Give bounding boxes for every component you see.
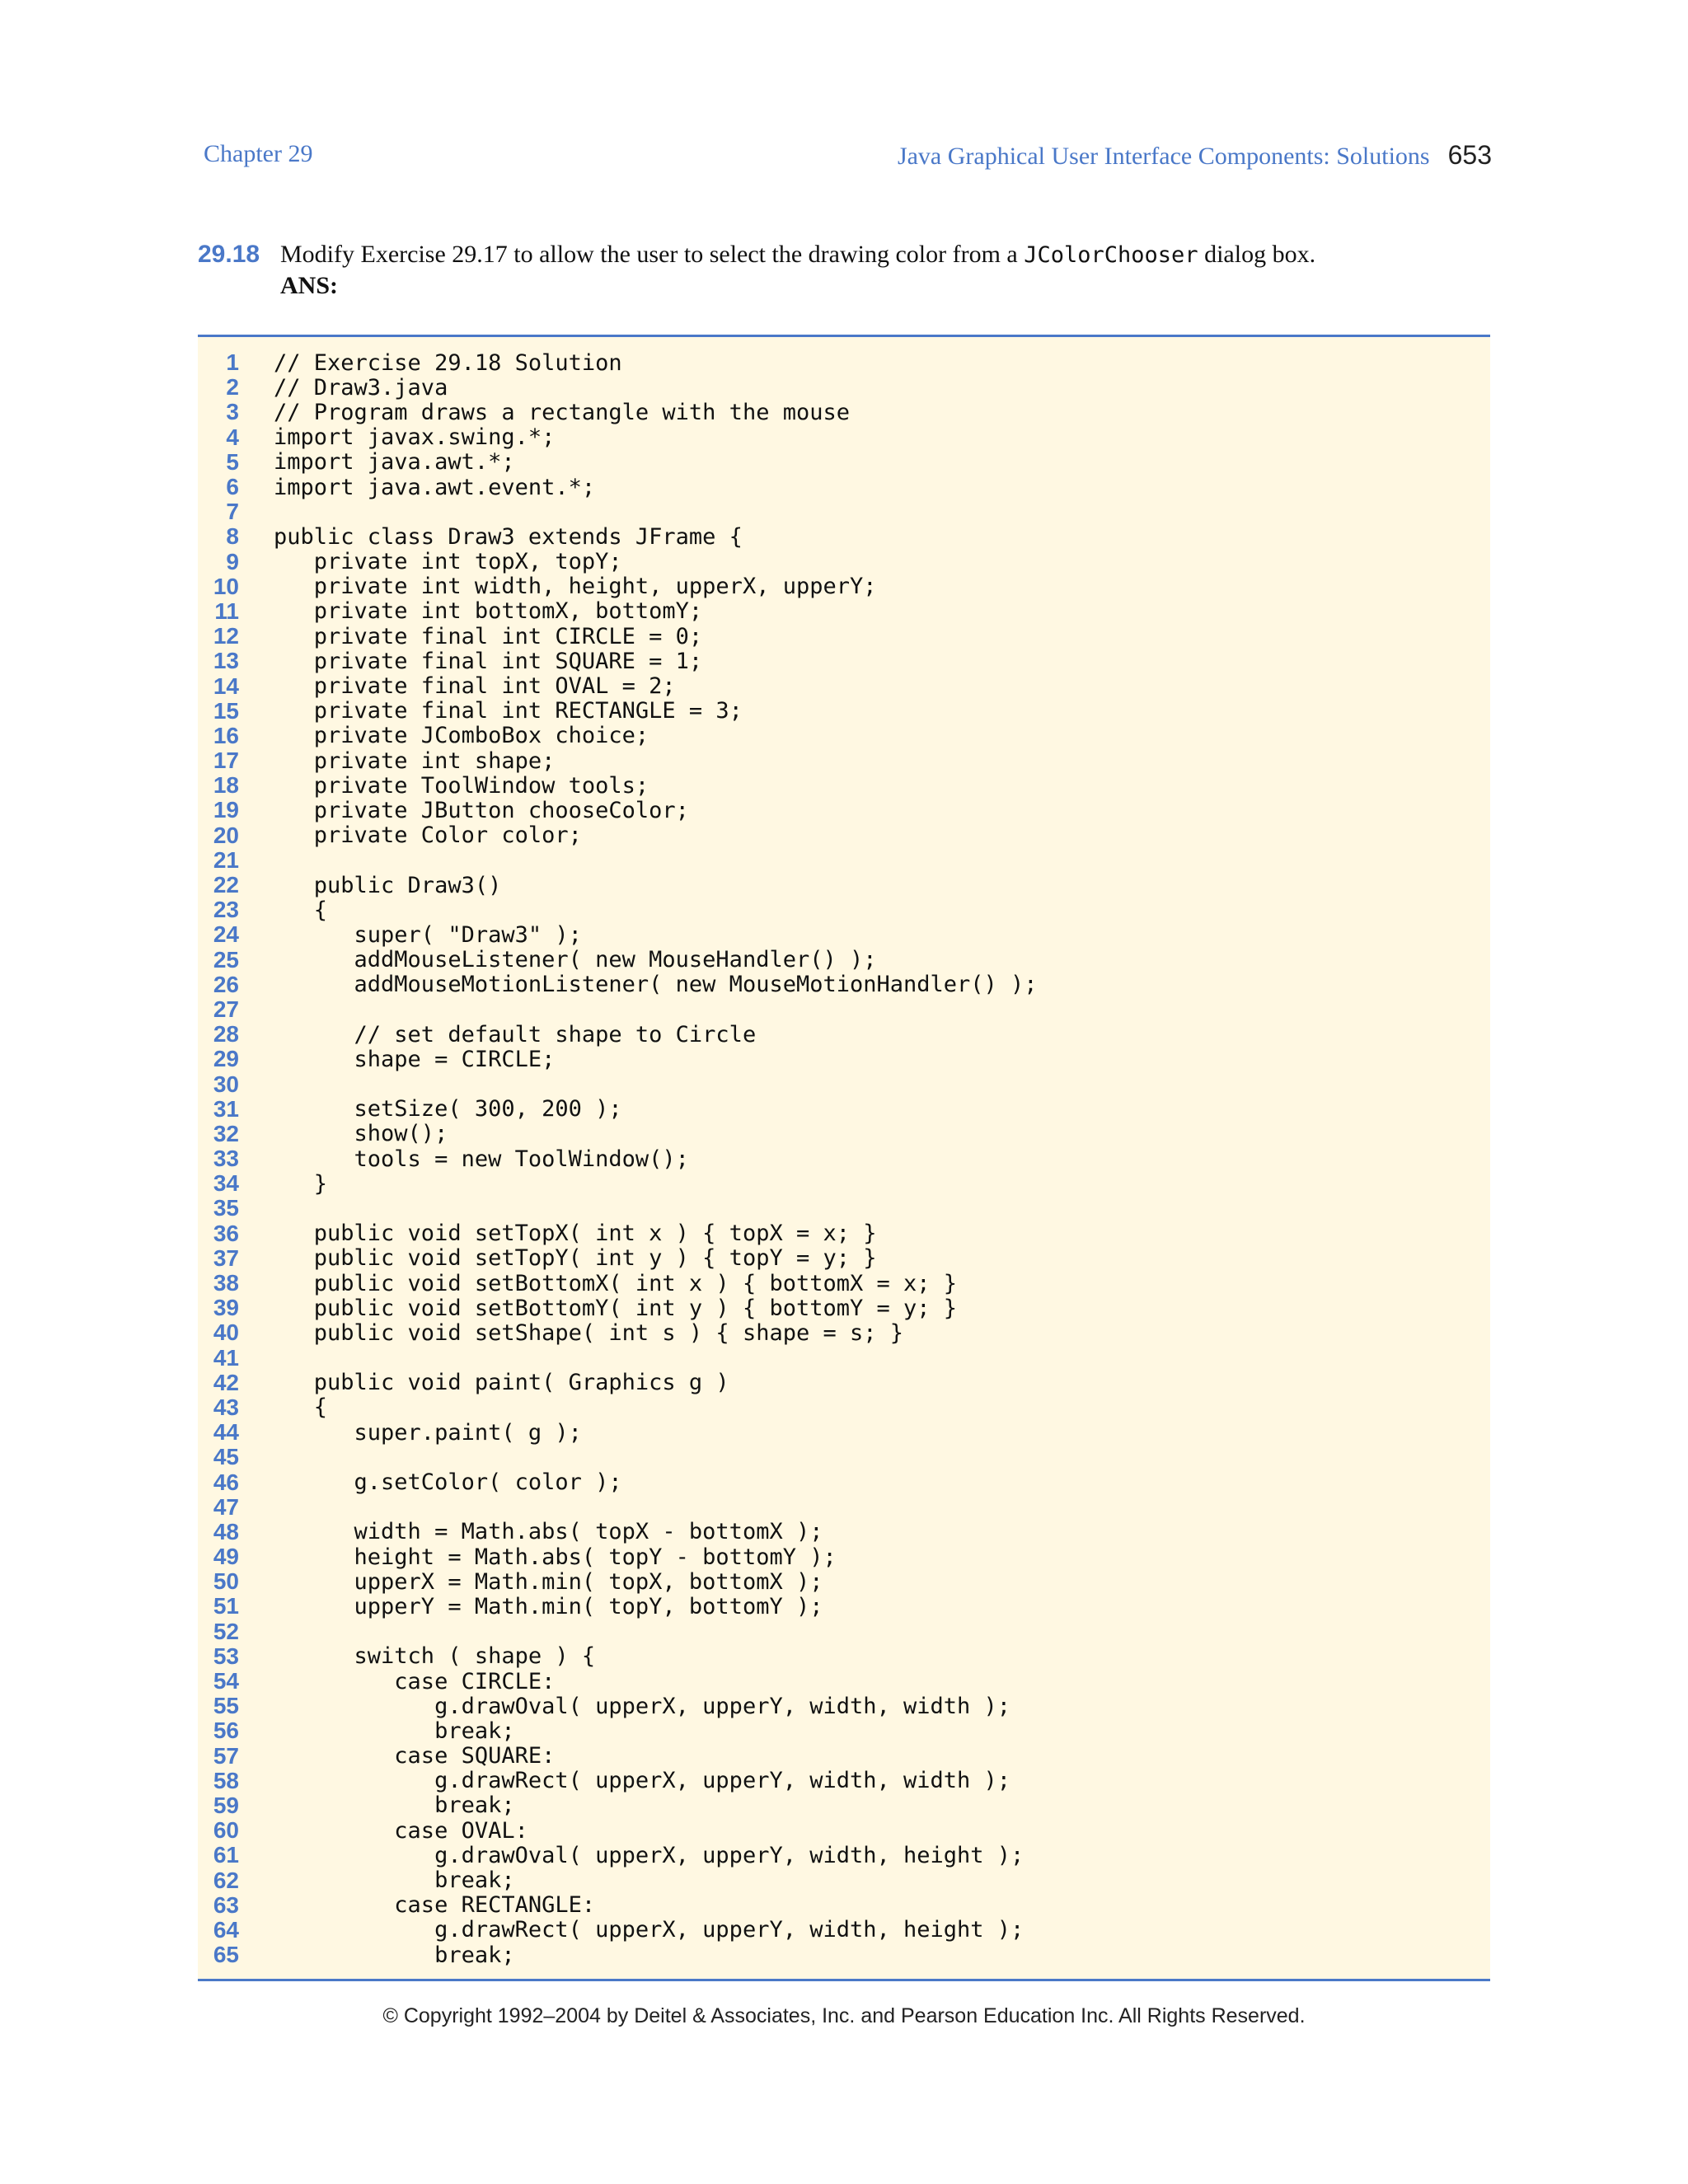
line-number: 23 — [213, 897, 239, 923]
line-number: 6 — [226, 474, 239, 500]
code-text: width = Math.abs( topX - bottomX ); — [274, 1519, 823, 1545]
code-line — [198, 873, 1490, 898]
code-text: show(); — [274, 1121, 448, 1147]
code-line — [198, 450, 1490, 475]
line-number: 24 — [213, 921, 239, 948]
line-number: 14 — [213, 673, 239, 699]
code-text: public void paint( Graphics g ) — [274, 1370, 729, 1396]
code-text: public void setTopX( int x ) { topX = x; } — [274, 1221, 877, 1247]
code-text: addMouseListener( new MouseHandler() ); — [274, 947, 877, 973]
code-line — [198, 375, 1490, 400]
line-number: 16 — [213, 722, 239, 748]
code-line — [198, 1843, 1490, 1868]
line-number: 25 — [213, 946, 239, 972]
code-text: private ToolWindow tools; — [274, 772, 649, 799]
code-text: g.drawRect( upperX, upperY, width, height ); — [274, 1917, 1025, 1943]
exercise-statement — [198, 241, 1500, 269]
code-line — [198, 1718, 1490, 1743]
code-line — [198, 1445, 1490, 1469]
code-text: private int bottomX, bottomY; — [274, 598, 703, 625]
code-line — [198, 1146, 1490, 1171]
code-line — [198, 350, 1490, 375]
code-text: switch ( shape ) { — [274, 1643, 596, 1670]
code-text: private JButton chooseColor; — [274, 797, 689, 823]
line-number: 54 — [213, 1668, 239, 1694]
line-number: 21 — [213, 846, 239, 873]
code-line — [198, 1271, 1490, 1296]
code-line — [198, 475, 1490, 499]
line-number: 52 — [213, 1618, 239, 1644]
line-number: 44 — [213, 1419, 239, 1446]
line-number: 38 — [213, 1270, 239, 1296]
line-number: 55 — [213, 1693, 239, 1719]
code-line — [198, 1071, 1490, 1096]
code-text: private Color color; — [274, 823, 582, 849]
code-listing — [198, 335, 1490, 1981]
code-text: g.drawOval( upperX, upperY, width, width ); — [274, 1693, 1011, 1719]
exercise-text-before: Modify Exercise 29.17 to allow the user to select the drawing color from a — [280, 241, 1025, 268]
line-number: 41 — [213, 1344, 239, 1371]
code-line — [198, 1868, 1490, 1892]
line-number: 8 — [226, 523, 239, 550]
code-line — [198, 1122, 1490, 1146]
line-number: 29 — [213, 1046, 239, 1072]
code-line — [198, 1296, 1490, 1320]
line-number: 58 — [213, 1767, 239, 1793]
code-line — [198, 1495, 1490, 1520]
code-line — [198, 1569, 1490, 1594]
code-line — [198, 1818, 1490, 1843]
code-line — [198, 798, 1490, 823]
code-line — [198, 524, 1490, 549]
line-number: 61 — [213, 1842, 239, 1868]
code-line — [198, 1893, 1490, 1918]
code-line — [198, 574, 1490, 599]
code-line — [198, 499, 1490, 524]
code-line — [198, 1171, 1490, 1196]
code-text: // Program draws a rectangle with the mouse — [274, 399, 850, 425]
code-line — [198, 972, 1490, 997]
line-number: 15 — [213, 697, 239, 724]
code-line — [198, 400, 1490, 424]
line-number: 20 — [213, 822, 239, 848]
line-number: 3 — [226, 399, 239, 425]
code-text: private JComboBox choice; — [274, 723, 649, 749]
code-line — [198, 1544, 1490, 1569]
code-text: setSize( 300, 200 ); — [274, 1096, 622, 1122]
code-line — [198, 1320, 1490, 1345]
code-line — [198, 1420, 1490, 1445]
line-number: 40 — [213, 1319, 239, 1346]
code-text: shape = CIRCLE; — [274, 1046, 556, 1072]
copyright-footer: © Copyright 1992–2004 by Deitel & Associates, Inc. and Pearson Education Inc. All Rights Reserved. — [382, 2004, 1306, 2027]
code-line — [198, 748, 1490, 773]
chapter-label: Chapter 29 — [204, 140, 313, 167]
line-number: 48 — [213, 1518, 239, 1544]
code-text: break; — [274, 1868, 515, 1894]
line-number: 9 — [226, 548, 239, 574]
line-number: 2 — [226, 374, 239, 401]
code-line — [198, 1769, 1490, 1793]
line-number: 19 — [213, 797, 239, 823]
line-number: 28 — [213, 1021, 239, 1047]
code-line — [198, 1346, 1490, 1371]
line-number: 57 — [213, 1742, 239, 1769]
code-line — [198, 724, 1490, 748]
exercise-text-after: dialog box. — [1198, 241, 1316, 268]
chapter-title: Java Graphical User Interface Components: Solutions — [897, 143, 1430, 170]
code-text: tools = new ToolWindow(); — [274, 1146, 689, 1172]
code-text: break; — [274, 1718, 515, 1744]
line-number: 65 — [213, 1942, 239, 1968]
line-number: 35 — [213, 1195, 239, 1221]
code-line — [198, 1694, 1490, 1718]
code-line — [198, 1793, 1490, 1818]
code-line — [198, 649, 1490, 673]
code-text: super( "Draw3" ); — [274, 921, 582, 948]
code-text: private final int SQUARE = 1; — [274, 648, 703, 674]
line-number: 59 — [213, 1792, 239, 1818]
line-number: 42 — [213, 1369, 239, 1395]
code-line — [198, 1744, 1490, 1769]
code-text: public void setBottomX( int x ) { bottomX = x; } — [274, 1270, 958, 1296]
code-text: case CIRCLE: — [274, 1668, 556, 1694]
code-line — [198, 1221, 1490, 1246]
code-line — [198, 848, 1490, 873]
code-text: case SQUARE: — [274, 1743, 556, 1769]
code-line — [198, 624, 1490, 649]
code-line — [198, 1619, 1490, 1644]
code-line — [198, 1943, 1490, 1967]
code-line — [198, 1644, 1490, 1669]
code-text: public class Draw3 extends JFrame { — [274, 523, 743, 550]
code-line — [198, 1918, 1490, 1943]
code-text: public void setTopY( int y ) { topY = y; } — [274, 1245, 877, 1272]
exercise-block — [198, 241, 1500, 300]
answer-label: ANS: — [280, 272, 339, 299]
code-text: break; — [274, 1942, 515, 1968]
code-line — [198, 1520, 1490, 1544]
line-number: 4 — [226, 424, 239, 450]
code-text: import java.awt.*; — [274, 449, 515, 476]
code-line — [198, 948, 1490, 972]
code-text: upperX = Math.min( topX, bottomX ); — [274, 1568, 823, 1595]
line-number: 18 — [213, 772, 239, 799]
code-line — [198, 773, 1490, 798]
code-text: private int shape; — [274, 748, 556, 774]
line-number: 46 — [213, 1469, 239, 1495]
code-text: public void setBottomY( int y ) { bottomY = y; } — [274, 1295, 958, 1321]
code-text: // Exercise 29.18 Solution — [274, 349, 622, 376]
code-text: public void setShape( int s ) { shape = s; } — [274, 1319, 904, 1346]
code-line — [198, 997, 1490, 1022]
code-line — [198, 550, 1490, 574]
code-line — [198, 1047, 1490, 1071]
code-text: private final int CIRCLE = 0; — [274, 623, 703, 649]
code-line — [198, 1469, 1490, 1494]
line-number: 12 — [213, 623, 239, 649]
page-number: 653 — [1447, 140, 1492, 170]
code-line — [198, 425, 1490, 450]
line-number: 36 — [213, 1220, 239, 1246]
line-number: 13 — [213, 648, 239, 674]
line-number: 27 — [213, 996, 239, 1022]
code-line — [198, 1594, 1490, 1619]
exercise-text — [280, 241, 1315, 269]
code-line — [198, 1196, 1490, 1221]
line-number: 26 — [213, 971, 239, 997]
code-text: height = Math.abs( topY - bottomY ); — [274, 1544, 837, 1570]
line-number: 64 — [213, 1916, 239, 1943]
line-number: 47 — [213, 1493, 239, 1520]
code-line — [198, 922, 1490, 947]
code-line — [198, 1022, 1490, 1047]
code-text: g.drawOval( upperX, upperY, width, height ); — [274, 1842, 1025, 1868]
code-text: public Draw3() — [274, 872, 502, 898]
line-number: 49 — [213, 1544, 239, 1570]
line-number: 56 — [213, 1718, 239, 1744]
code-text: g.drawRect( upperX, upperY, width, width ); — [274, 1768, 1011, 1794]
line-number: 31 — [213, 1095, 239, 1122]
code-line — [198, 673, 1490, 698]
code-line — [198, 1371, 1490, 1395]
code-text: private int topX, topY; — [274, 549, 622, 575]
code-text: } — [274, 1170, 328, 1197]
line-number: 30 — [213, 1071, 239, 1097]
code-text: upperY = Math.min( topY, bottomY ); — [274, 1593, 823, 1619]
code-text: private final int RECTANGLE = 3; — [274, 698, 743, 724]
code-line — [198, 1395, 1490, 1420]
line-number: 51 — [213, 1593, 239, 1619]
line-number: 34 — [213, 1170, 239, 1197]
code-line — [198, 1669, 1490, 1694]
line-number: 45 — [213, 1444, 239, 1470]
line-number: 37 — [213, 1244, 239, 1271]
line-number: 33 — [213, 1146, 239, 1172]
line-number: 11 — [214, 598, 239, 624]
line-number: 53 — [213, 1643, 239, 1669]
code-text: g.setColor( color ); — [274, 1469, 622, 1496]
line-number: 10 — [213, 573, 239, 599]
code-text: private int width, height, upperX, upperY; — [274, 574, 877, 600]
code-text: // set default shape to Circle — [274, 1021, 757, 1047]
line-number: 43 — [213, 1394, 239, 1420]
code-text: import java.awt.event.*; — [274, 474, 596, 500]
line-number: 32 — [213, 1120, 239, 1146]
code-line — [198, 898, 1490, 922]
code-line — [198, 823, 1490, 848]
code-line — [198, 599, 1490, 624]
line-number: 62 — [213, 1867, 239, 1893]
line-number: 5 — [226, 448, 239, 475]
code-line — [198, 1097, 1490, 1122]
code-text: super.paint( g ); — [274, 1419, 582, 1446]
exercise-code-term: JColorChooser — [1024, 242, 1198, 268]
code-line — [198, 1246, 1490, 1271]
code-text: addMouseMotionListener( new MouseMotionHandler() ); — [274, 972, 1038, 998]
line-number: 17 — [213, 748, 239, 774]
code-text: import javax.swing.*; — [274, 424, 556, 451]
line-number: 63 — [213, 1891, 239, 1918]
line-number: 7 — [226, 499, 239, 525]
code-text: // Draw3.java — [274, 374, 448, 401]
code-line — [198, 699, 1490, 724]
code-text: break; — [274, 1793, 515, 1819]
code-text: case RECTANGLE: — [274, 1892, 596, 1919]
code-text: private final int OVAL = 2; — [274, 673, 676, 700]
line-number: 60 — [213, 1817, 239, 1844]
code-text: case OVAL: — [274, 1817, 528, 1844]
line-number: 50 — [213, 1568, 239, 1595]
line-number: 39 — [213, 1295, 239, 1321]
line-number: 22 — [213, 872, 239, 898]
line-number: 1 — [226, 349, 239, 376]
code-text: { — [274, 897, 328, 923]
running-header — [898, 140, 1492, 171]
code-text: { — [274, 1394, 328, 1421]
exercise-number: 29.18 — [198, 241, 260, 268]
